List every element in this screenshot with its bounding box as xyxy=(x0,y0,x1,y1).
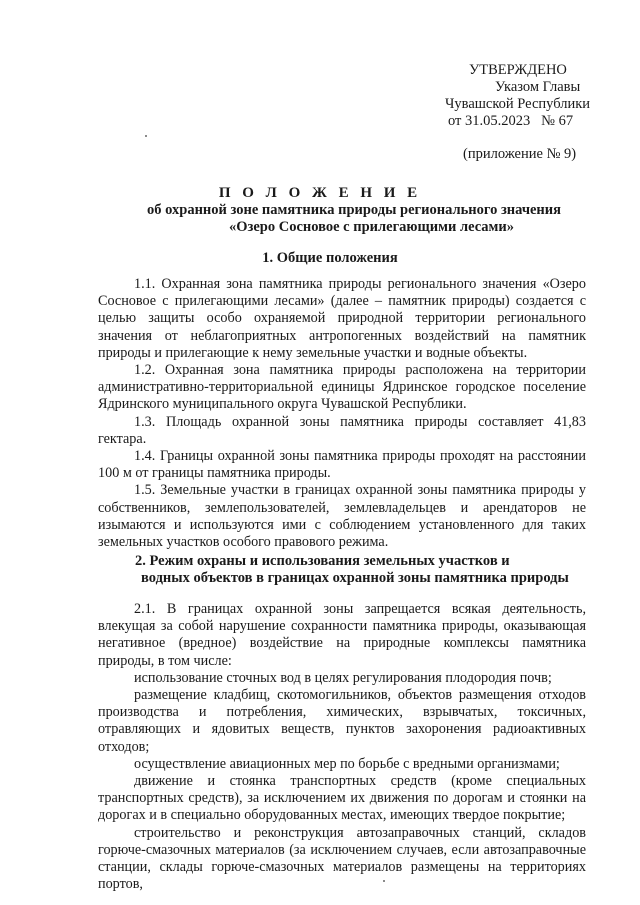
scan-speck xyxy=(383,880,385,882)
section-1-body xyxy=(98,276,586,551)
scan-speck xyxy=(145,135,147,137)
approval-decree: Указом Главы xyxy=(495,79,581,95)
document-subtitle xyxy=(147,202,567,236)
subtitle-line-1: об охранной зоне памятника природы регионального значения xyxy=(147,202,561,218)
section-2-heading xyxy=(135,553,595,587)
paragraph-1-4: 1.4. Границы охранной зоны памятника природы проходят на расстоянии 100 м от границы памятника природы. xyxy=(98,448,586,482)
document-title: П О Л О Ж Е Н И Е xyxy=(218,185,422,201)
section-2-body xyxy=(98,601,586,893)
approval-stamp xyxy=(445,62,625,130)
approval-date-number: от 31.05.2023 № 67 xyxy=(448,113,574,129)
section-2-heading-line-1: 2. Режим охраны и использования земельных участков и xyxy=(135,553,510,569)
section-2-heading-line-2: водных объектов в границах охранной зоны памятника природы xyxy=(141,570,569,586)
paragraph-1-1: 1.1. Охранная зона памятника природы регионального значения «Озеро Сосновое с прилегающими лесами» (далее – памятник природы) создается с целью защиты особо охраняемой природной территории регионального значения от неблагоприятных антропогенных воздействий на памятник природы и прилегающие к нему земельные участки и водные объекты. xyxy=(98,276,586,361)
paragraph-1-5: 1.5. Земельные участки в границах охранной зоны памятника природы у собственников, землепользователей, землевладельцев и арендаторов не изымаются и используются ими с соблюдением установленного для таких земельных участков особого правового режима. xyxy=(98,482,586,551)
approval-title: УТВЕРЖДЕНО xyxy=(469,62,567,78)
paragraph-1-2: 1.2. Охранная зона памятника природы расположена на территории административно-территориальной единицы Ядринское городское поселение Ядринского муниципального округа Чувашской Республики. xyxy=(98,362,586,413)
annex-label: (приложение № 9) xyxy=(463,146,577,162)
list-item: движение и стоянка транспортных средств (кроме специальных транспортных средств), за исключением их движения по дорогам и стоянки на дорогах и в специально оборудованных местах, имеющих твердое покрытие; xyxy=(98,773,586,824)
paragraph-2-1: 2.1. В границах охранной зоны запрещается всякая деятельность, влекущая за собой нарушение сохранности памятника природы, оказывающая негативное (вредное) воздействие на природные комплексы памятника природы, в том числе: xyxy=(98,601,586,669)
list-item: строительство и реконструкция автозаправочных станций, складов горюче-смазочных материалов (за исключением случаев, если автозаправочные станции, склады горюче-смазочных материалов размещены на территориях портов, xyxy=(98,824,586,893)
approval-authority: Чувашской Республики xyxy=(445,96,591,112)
paragraph-1-3: 1.3. Площадь охранной зоны памятника природы составляет 41,83 гектара. xyxy=(98,413,586,447)
list-item: размещение кладбищ, скотомогильников, объектов размещения отходов производства и потребления, химических, взрывчатых, токсичных, отравляющих и ядовитых веществ, пунктов захоронения радиоактивных отходов; xyxy=(98,687,586,755)
section-1-heading: 1. Общие положения xyxy=(262,250,398,266)
list-item: использование сточных вод в целях регулирования плодородия почв; xyxy=(134,669,552,686)
list-item: осуществление авиационных мер по борьбе с вредными организмами; xyxy=(134,755,560,772)
subtitle-line-2: «Озеро Сосновое с прилегающими лесами» xyxy=(229,219,515,235)
